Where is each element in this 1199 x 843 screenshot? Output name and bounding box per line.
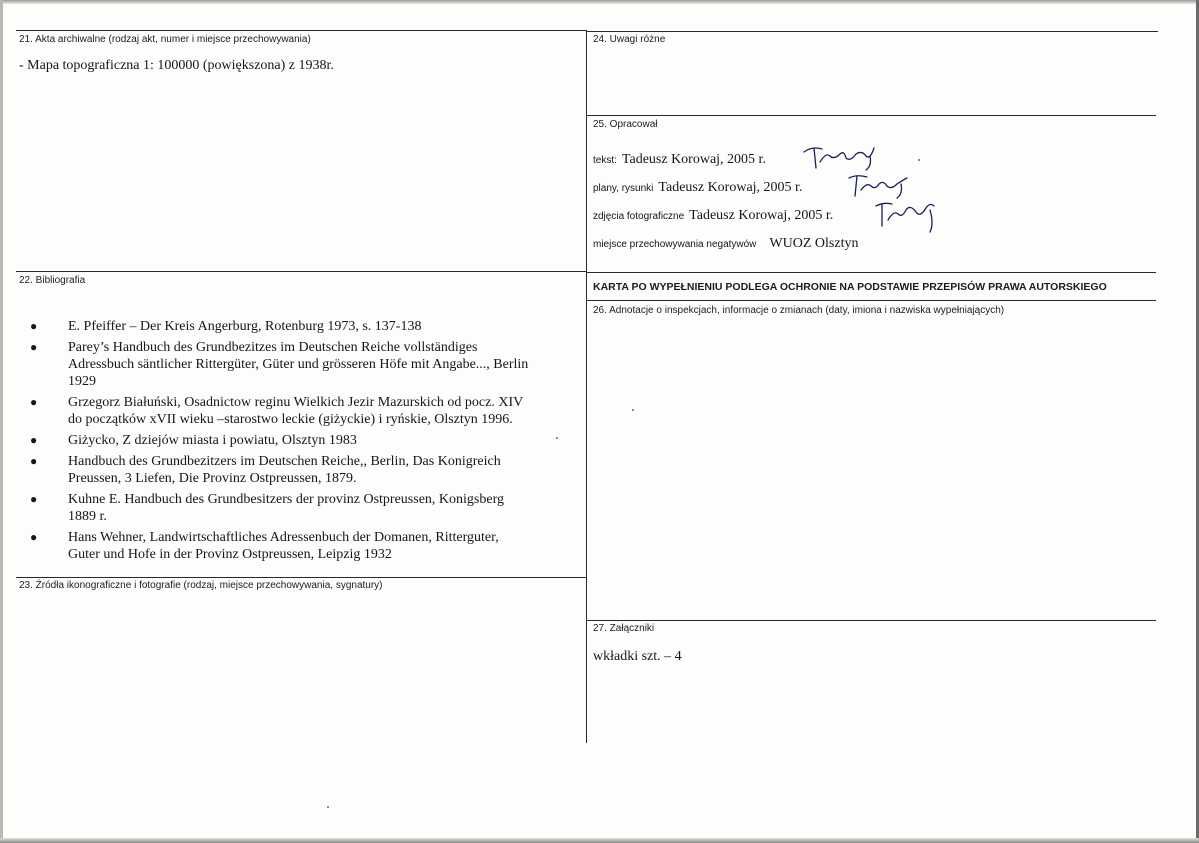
scan-speck — [918, 159, 920, 161]
bibliography-item — [30, 432, 570, 449]
copyright-notice: KARTA PO WYPEŁNIENIU PODLEGA OCHRONIE NA PODSTAWIE PRZEPISÓW PRAWA AUTORSKIEGO — [593, 281, 1107, 293]
bullet-icon: ● — [30, 340, 38, 354]
bibliography-list — [30, 318, 570, 563]
plany-label: plany, rysunki — [593, 183, 654, 194]
bullet-icon: ● — [30, 433, 38, 447]
author-row-plany — [593, 180, 802, 196]
bibliography-line: Handbuch des Grundbezitzers im Deutschen Reiche,, Berlin, Das Konigreich — [68, 454, 501, 469]
section-26-label: 26. Adnotacje o inspekcjach, informacje o zmianach (daty, imiona i nazwiska wypełniających) — [593, 305, 1005, 316]
tekst-label: tekst: — [593, 155, 617, 166]
scan-speck — [556, 437, 558, 439]
rule-22-top — [16, 271, 586, 272]
section-21-text: - Mapa topograficzna 1: 100000 (powiększona) z 1938r. — [19, 58, 334, 73]
rule-26-top — [586, 300, 1156, 301]
bibliography-line: E. Pfeiffer – Der Kreis Angerburg, Rotenburg 1973, s. 137-138 — [68, 319, 422, 334]
bibliography-line: 1889 r. — [68, 509, 107, 524]
bibliography-line: Adressbuch säntlicher Rittergüter, Güter und grösseren Höfe mit Angabe..., Berlin — [68, 357, 529, 372]
rule-25-top — [586, 115, 1156, 116]
bullet-icon: ● — [30, 395, 38, 409]
zdjecia-label: zdjęcia fotograficzne — [593, 211, 685, 222]
signature-2 — [843, 172, 913, 200]
bibliography-item — [30, 491, 570, 525]
bibliography-line: 1929 — [68, 374, 96, 389]
scan-speck — [327, 806, 329, 808]
bibliography-item — [30, 339, 570, 390]
rule-center-divider — [586, 30, 587, 743]
rule-top-left — [16, 30, 586, 31]
bibliography-item — [30, 453, 570, 487]
bibliography-item — [30, 529, 570, 563]
scan-edge-top — [0, 0, 1199, 4]
bibliography-line: Giżycko, Z dziejów miasta i powiatu, Olsztyn 1983 — [68, 433, 357, 448]
author-row-negatywy — [593, 236, 858, 252]
author-row-tekst — [593, 152, 766, 168]
section-25-label: 25. Opracował — [593, 119, 658, 130]
bibliography-line: Grzegorz Białuński, Osadnictow reginu Wielkich Jezir Mazurskich od pocz. XIV — [68, 395, 524, 410]
section-27-text: wkładki szt. – 4 — [593, 649, 682, 664]
bibliography-line: Parey’s Handbuch des Grundbezitzes im Deutschen Reiche vollständiges — [68, 340, 478, 355]
rule-27-top — [586, 620, 1156, 621]
scan-speck — [632, 409, 634, 411]
negatywy-label: miejsce przechowywania negatywów — [593, 239, 757, 250]
plany-value: Tadeusz Korowaj, 2005 r. — [658, 180, 803, 195]
bullet-icon: ● — [30, 492, 38, 506]
bibliography-line: do początków xVII wieku –starostwo leckie (giżyckie) i ryńskie, Olsztyn 1996. — [68, 412, 513, 427]
tekst-value: Tadeusz Korowaj, 2005 r. — [621, 152, 766, 167]
bullet-icon: ● — [30, 530, 38, 544]
signature-1 — [800, 140, 880, 172]
section-27-label: 27. Załączniki — [593, 623, 655, 634]
zdjecia-value: Tadeusz Korowaj, 2005 r. — [689, 208, 834, 223]
section-24-label: 24. Uwagi różne — [593, 34, 666, 45]
section-21-label: 21. Akta archiwalne (rodzaj akt, numer i miejsce przechowywania) — [19, 34, 311, 45]
section-22-label: 22. Bibliografia — [19, 275, 86, 286]
bibliography-line: Guter und Hofe in der Provinz Ostpreussen, Leipzig 1932 — [68, 547, 392, 562]
bibliography-item — [30, 318, 570, 335]
signature-3 — [872, 198, 942, 236]
bibliography-line: Preussen, 3 Liefen, Die Provinz Ostpreussen, 1879. — [68, 471, 357, 486]
scan-edge-bottom — [0, 838, 1199, 843]
section-23-label: 23. Źródła ikonograficzne i fotografie (rodzaj, miejsce przechowywania, sygnatury) — [19, 580, 383, 591]
bibliography-line: Kuhne E. Handbuch des Grundbesitzers der provinz Ostpreussen, Konigsberg — [68, 492, 504, 507]
bibliography-item — [30, 394, 570, 428]
scan-edge-left — [0, 0, 3, 843]
bullet-icon: ● — [30, 454, 38, 468]
author-row-zdjecia — [593, 208, 833, 224]
negatywy-value: WUOZ Olsztyn — [769, 236, 859, 251]
bullet-icon: ● — [30, 319, 38, 333]
bibliography-line: Hans Wehner, Landwirtschaftliches Adressenbuch der Domanen, Ritterguter, — [68, 530, 499, 545]
rule-top-right — [586, 31, 1158, 32]
rule-notice-top — [586, 272, 1156, 273]
rule-23-top — [16, 577, 586, 578]
